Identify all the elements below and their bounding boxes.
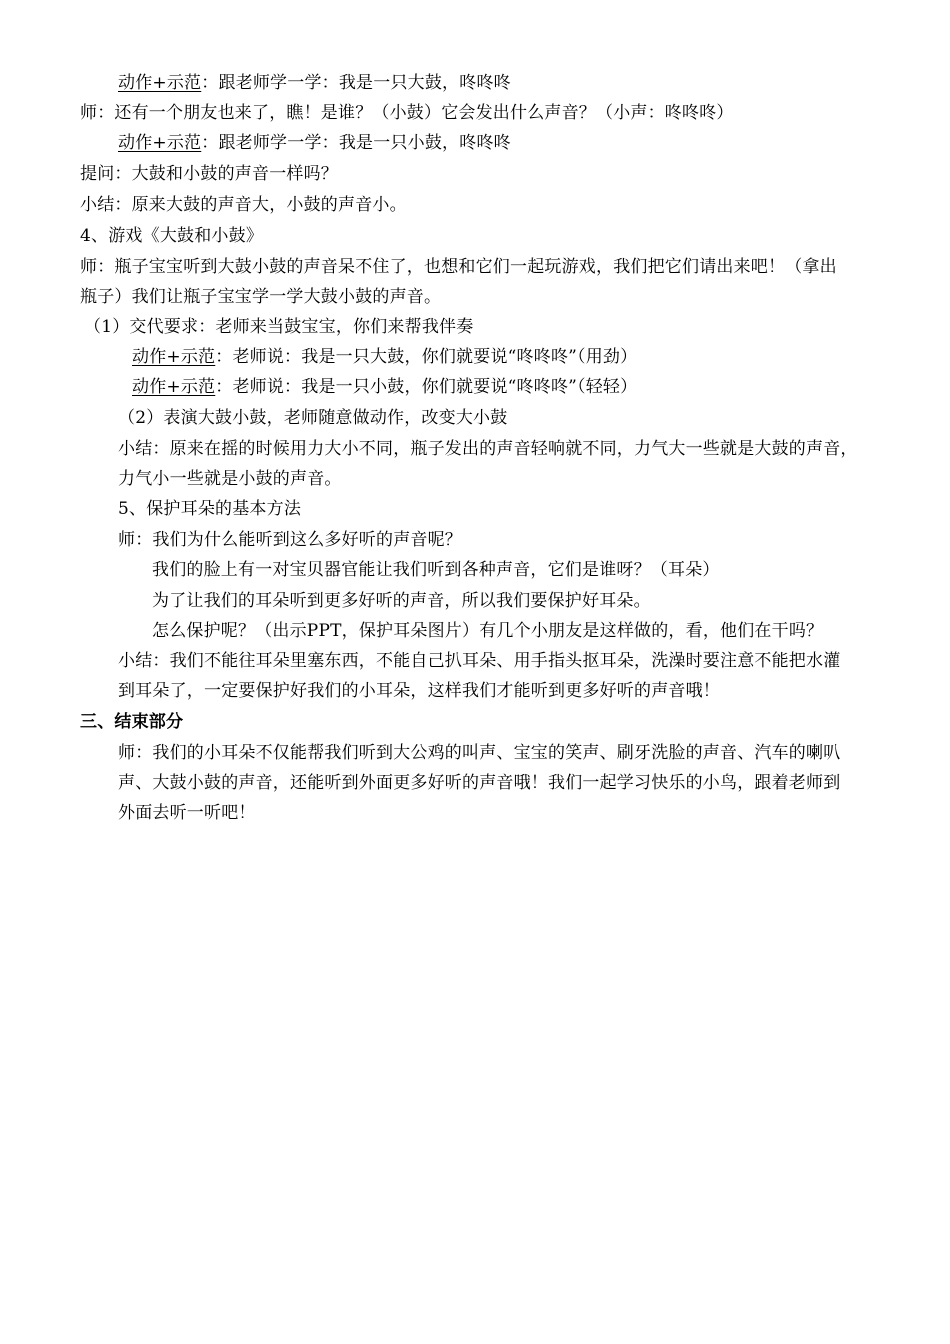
paragraph-line: 师：我们的小耳朵不仅能帮我们听到大公鸡的叫声、宝宝的笑声、刷牙洗脸的声音、汽车的喇叭: [118, 743, 841, 763]
text-span: ：跟老师学一学：我是一只小鼓，咚咚咚: [201, 133, 511, 153]
summary-line-cont: 力气小一些就是小鼓的声音。: [118, 469, 342, 489]
section-heading-game: 4、游戏《大鼓和小鼓》: [80, 226, 264, 246]
action-demo-label: 动作+示范: [132, 347, 216, 367]
summary-line-cont: 到耳朵了，一定要保护好我们的小耳朵，这样我们才能听到更多好听的声音哦！: [118, 681, 720, 701]
summary-line: 小结：原来在摇的时候用力大小不同，瓶子发出的声音轻响就不同，力气大一些就是大鼓的声音，: [118, 439, 858, 459]
demo-line-big-drum: [118, 72, 511, 94]
summary-line: 小结：我们不能往耳朵里塞东西，不能自己扒耳朵、用手指头抠耳朵，洗澡时要注意不能把水灌: [118, 651, 841, 671]
section-heading-ending: 三、结束部分: [80, 712, 184, 732]
step-two-line: （2）表演大鼓小鼓，老师随意做动作，改变大小鼓: [118, 408, 508, 428]
demo-line-small-drum-accompany: [132, 376, 637, 398]
step-one-line: （1）交代要求：老师来当鼓宝宝，你们来帮我伴奏: [84, 317, 474, 337]
section-heading-ears: 5、保护耳朵的基本方法: [118, 499, 302, 519]
demo-line-big-drum-accompany: [132, 346, 637, 368]
paragraph-line: 师：我们为什么能听到这么多好听的声音呢？: [118, 530, 462, 550]
action-demo-label: 动作+示范: [118, 73, 202, 93]
text-span: ：老师说：我是一只大鼓，你们就要说“咚咚咚”（用劲）: [215, 347, 638, 367]
paragraph-line: 师：还有一个朋友也来了，瞧！是谁？（小鼓）它会发出什么声音？（小声：咚咚咚）: [80, 103, 734, 123]
text-span: ：跟老师学一学：我是一只大鼓，咚咚咚: [201, 73, 511, 93]
paragraph-line: 声、大鼓小鼓的声音，还能听到外面更多好听的声音哦！我们一起学习快乐的小鸟，跟着老师到: [118, 773, 841, 793]
paragraph-line: 为了让我们的耳朵听到更多好听的声音，所以我们要保护好耳朵。: [152, 591, 651, 611]
question-line: 提问：大鼓和小鼓的声音一样吗？: [80, 164, 338, 184]
action-demo-label: 动作+示范: [132, 377, 216, 397]
paragraph-line: 怎么保护呢？（出示PPT，保护耳朵图片）有几个小朋友是这样做的，看，他们在干吗？: [152, 621, 824, 641]
paragraph-line: 外面去听一听吧！: [118, 803, 256, 823]
paragraph-line: 师：瓶子宝宝听到大鼓小鼓的声音呆不住了，也想和它们一起玩游戏，我们把它们请出来吧！（拿出: [80, 257, 837, 277]
action-demo-label: 动作+示范: [118, 133, 202, 153]
paragraph-line: 我们的脸上有一对宝贝器官能让我们听到各种声音，它们是谁呀？（耳朵）: [152, 560, 720, 580]
demo-line-small-drum: [118, 132, 511, 154]
text-span: ：老师说：我是一只小鼓，你们就要说“咚咚咚”（轻轻）: [215, 377, 638, 397]
paragraph-line: 瓶子）我们让瓶子宝宝学一学大鼓小鼓的声音。: [80, 287, 442, 307]
summary-line: 小结：原来大鼓的声音大，小鼓的声音小。: [80, 195, 407, 215]
